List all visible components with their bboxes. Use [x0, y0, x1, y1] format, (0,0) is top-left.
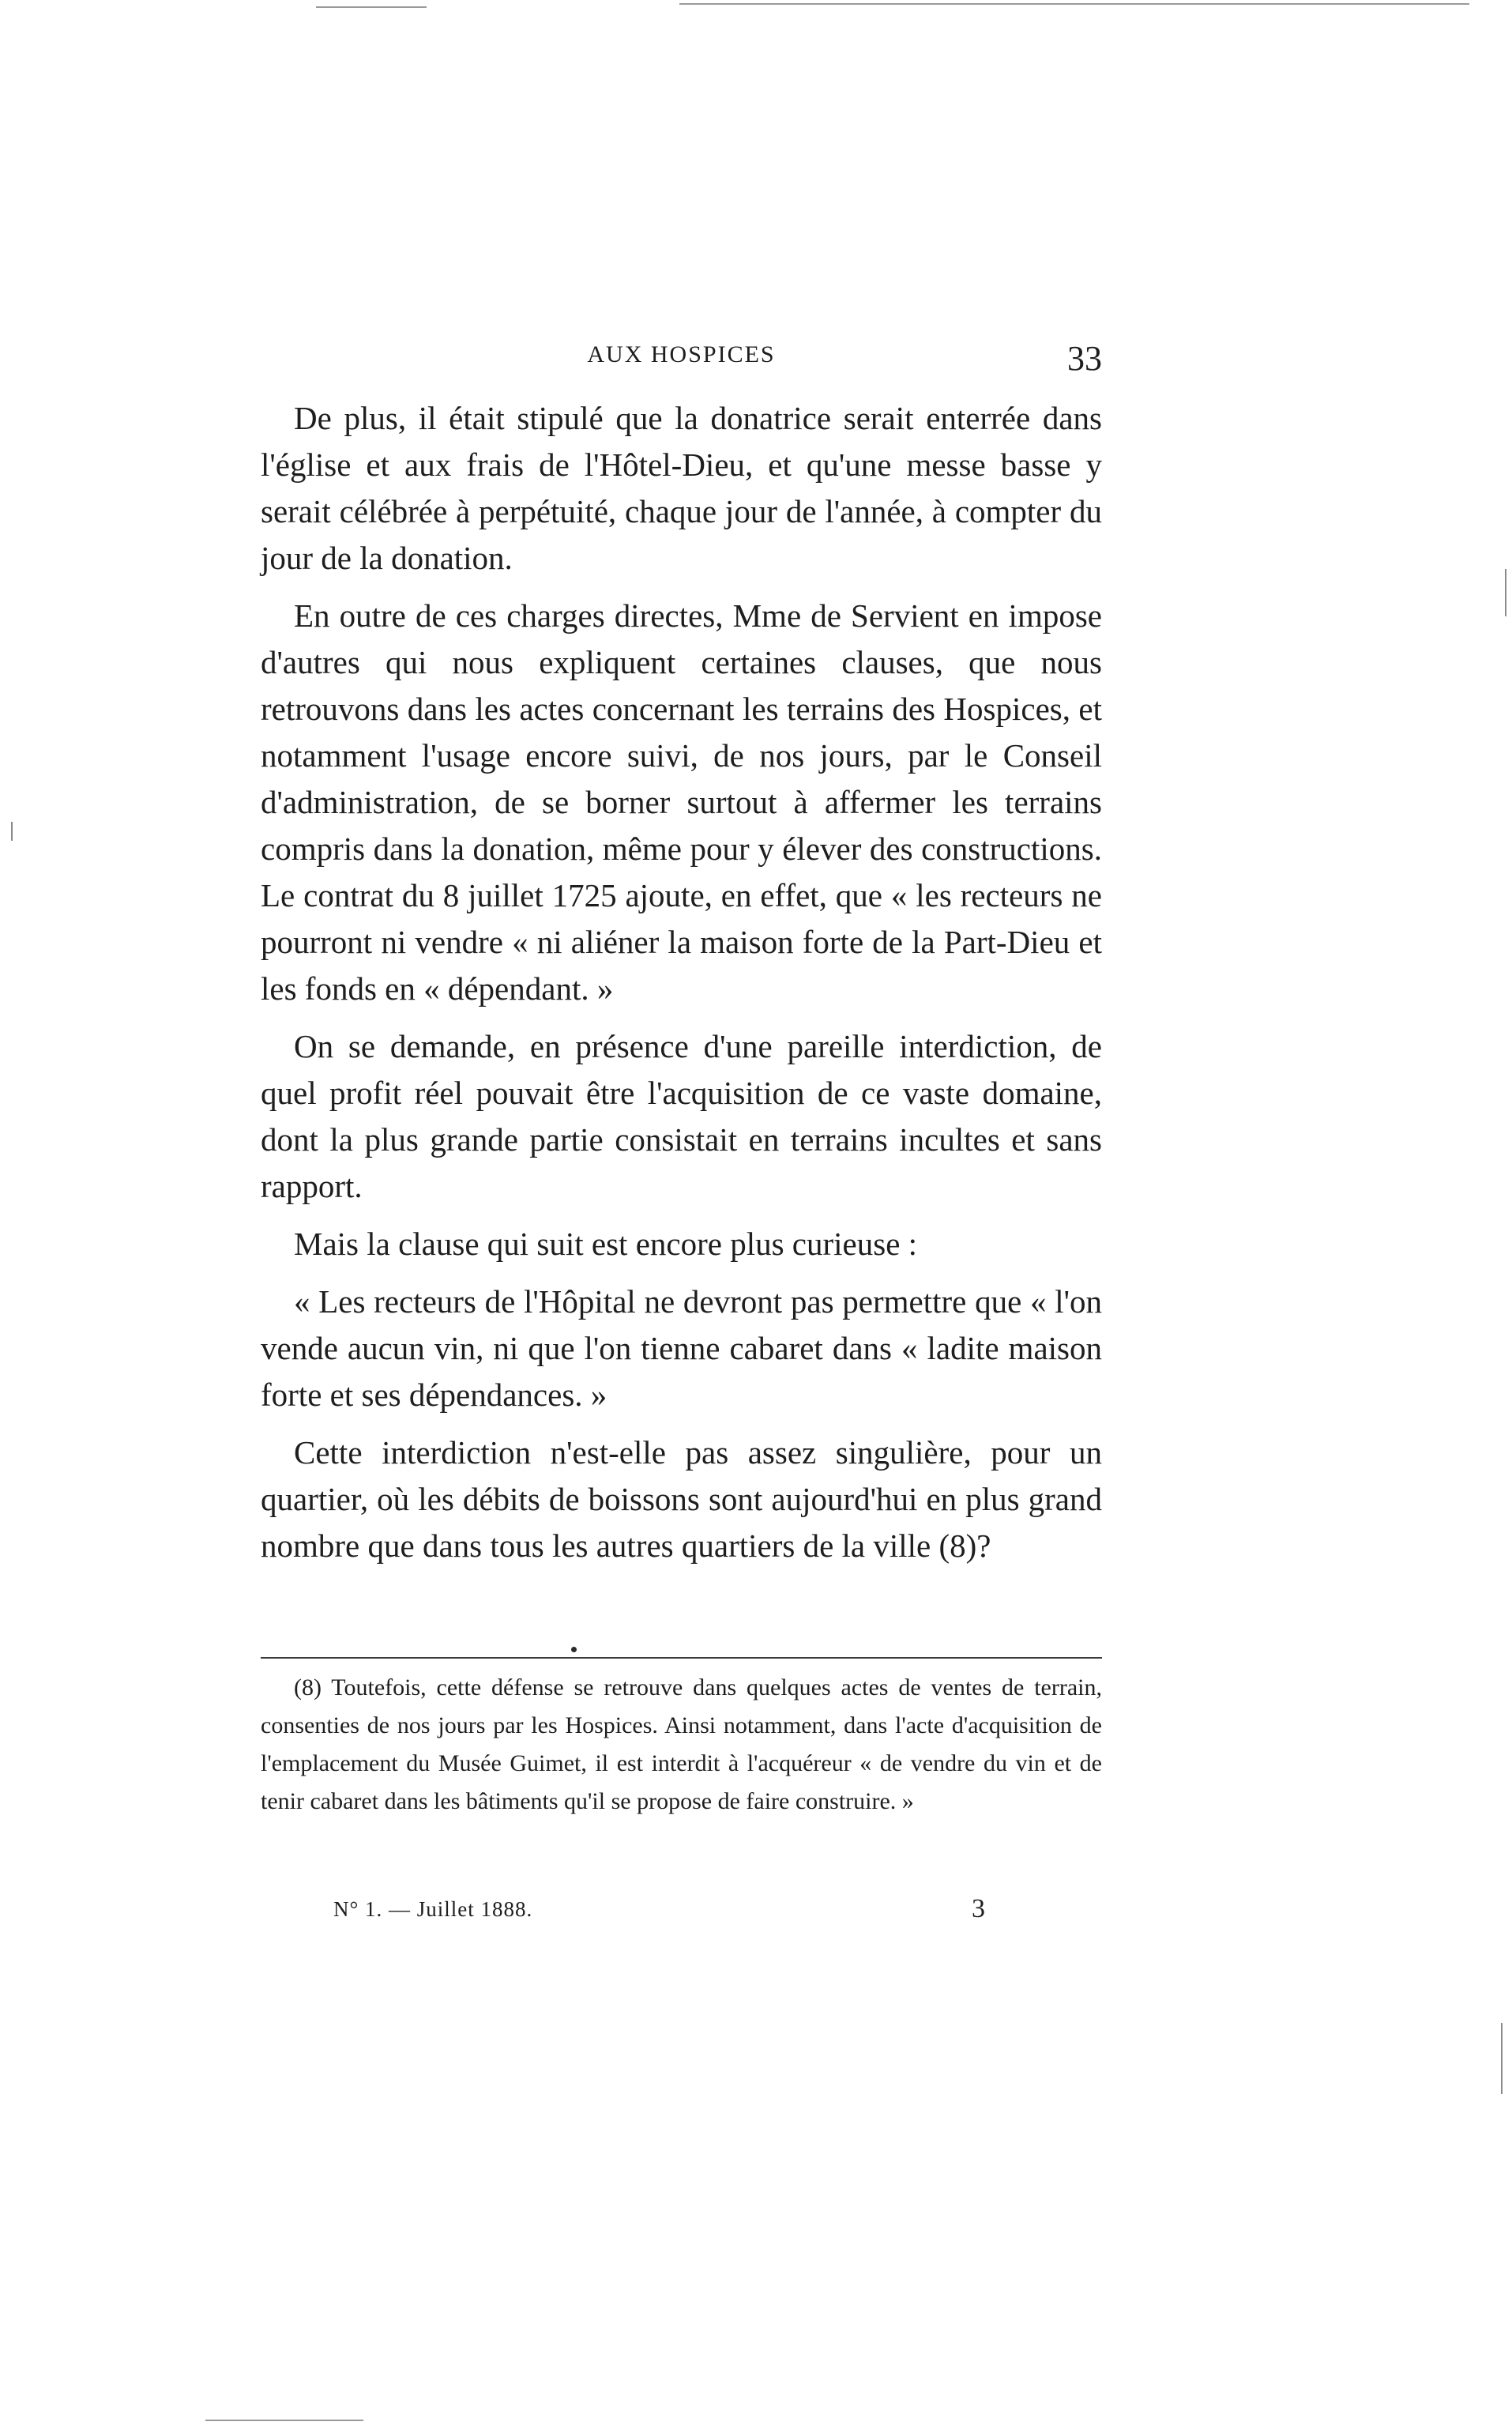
footnote-8: (8) Toutefois, cette défense se retrouve dans quelques actes de ventes de terrain, consenties de nos jours par les Hospices. Ainsi notamment, dans l'acte d'acquisition de l'emplacement du Musée Guimet, il est interdit à l'acquéreur « de vendre du vin et de tenir cabaret dans les bâtiments qu'il se propose de faire construire. » — [261, 1674, 1102, 1814]
issue-label: N° 1. — Juillet 1888. — [333, 1897, 533, 1921]
quoted-clause: « Les recteurs de l'Hôpital ne devront pas permettre que « l'on vende aucun vin, ni que l'on tienne cabaret dans « ladite maison forte et ses dépendances. » — [261, 1283, 1102, 1413]
top-scan-rule-left — [316, 6, 427, 8]
footnote-separator — [261, 1657, 1102, 1659]
paragraph: On se demande, en présence d'une pareille interdiction, de quel profit réel pouvait être l'acquisition de ce vaste domaine, dont la plus grande partie consistait en terrains incultes et sans rapport. — [261, 1028, 1102, 1204]
right-edge-mark — [1505, 569, 1506, 616]
paragraph: En outre de ces charges directes, Mme de Servient en impose d'autres qui nous expliquent certaines clauses, que nous retrouvons dans les actes concernant les terrains des Hospices, et notamment l'usage encore suivi, de nos jours, par le Conseil d'administration, de se borner surtout à affermer les terrains compris dans la donation, même pour y élever des constructions. Le contrat du 8 juillet 1725 ajoute, en effet, que « les recteurs ne pourront ni vendre « ni aliéner la maison forte de la Part-Dieu et les fonds en « dépendant. » — [261, 597, 1102, 1007]
running-head — [261, 338, 1102, 386]
running-title: AUX HOSPICES — [587, 341, 776, 367]
page-number: 33 — [1067, 339, 1102, 378]
paragraph: Cette interdiction n'est-elle pas assez singulière, pour un quartier, où les débits de boissons sont aujourd'hui en plus grand nombre que dans tous les autres quartiers de la ville (8)? — [261, 1434, 1102, 1564]
paragraph: Mais la clause qui suit est encore plus curieuse : — [294, 1226, 918, 1262]
footnote-separator-dot — [571, 1647, 577, 1652]
signature-mark: 3 — [972, 1894, 985, 1923]
right-edge-mark-lower — [1501, 2023, 1503, 2094]
signature-line — [261, 1894, 1102, 1929]
top-scan-rule — [679, 3, 1469, 5]
bottom-scan-rule — [205, 2420, 363, 2421]
body-text — [261, 395, 1102, 1580]
paragraph: De plus, il était stipulé que la donatrice serait enterrée dans l'église et aux frais de l'Hôtel-Dieu, et qu'une messe basse y serait célébrée à perpétuité, chaque jour de l'année, à compter du jour de la donation. — [261, 400, 1102, 576]
left-edge-mark — [11, 822, 13, 841]
